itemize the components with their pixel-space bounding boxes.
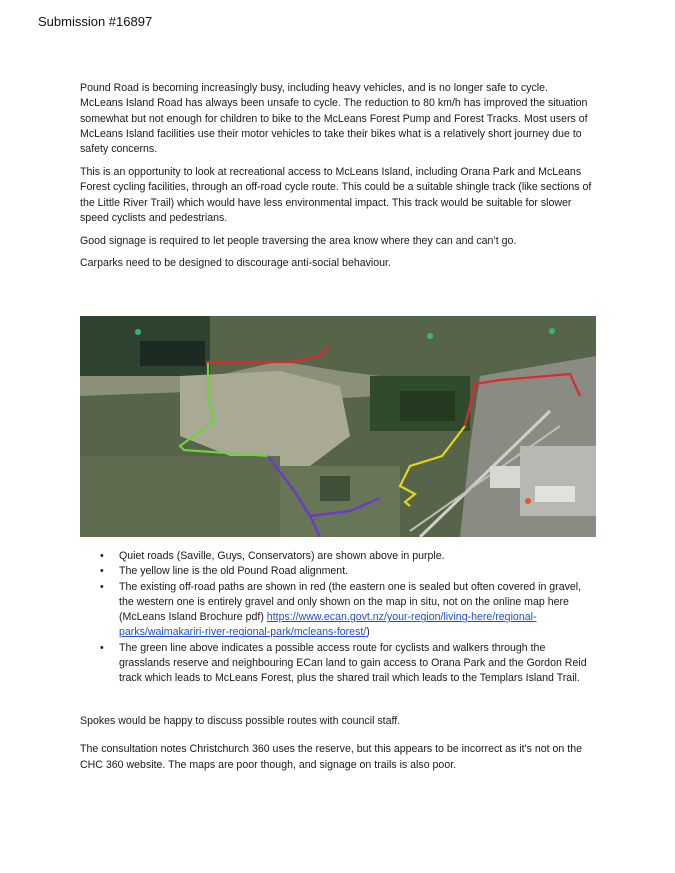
aerial-route-map: [80, 316, 596, 537]
bullet-marker: •: [100, 580, 104, 593]
route-legend-list: [80, 549, 592, 687]
submission-body: [80, 81, 592, 279]
map-graphic: [80, 316, 596, 537]
paragraph-opportunity: This is an opportunity to look at recreational access to McLeans Island, including Orana Park and McLeans Forest cycling facilities, through an off-road cycle route. This could be a suitable shingle track (like sections of the Little River Trail) which would have less environmental impact. This track would be suitable for slower speed cyclists and pedestrians.: [80, 165, 592, 224]
bullet-text: The existing off-road paths are shown in red (the eastern one is sealed but often covered in gravel, the western one is entirely gravel and only shown on the map in situ, not on the online map here (McLeans Island Brochure pdf): [119, 580, 582, 624]
list-item-green: [80, 641, 592, 687]
bullet-text: The green line above indicates a possible access route for cyclists and walkers through the grasslands reserve and neighbouring ECan land to gain access to Orana Park and the Gordon Reid track which leads to McLeans Forest, plus the shared trail which leads to the Templars Island Trail.: [119, 641, 587, 685]
list-item-red: [80, 580, 592, 641]
bullet-marker: •: [100, 565, 104, 578]
paragraph-spokes: Spokes would be happy to discuss possible routes with council staff.: [80, 715, 401, 727]
mcleans-forest-link[interactable]: https://www.ecan.govt.nz/your-region/living-here/regional-parks/waimakariri-river-regional-park/mcleans-forest/: [119, 611, 537, 639]
submission-title: Submission #16897: [38, 14, 153, 29]
bullet-text: Quiet roads (Saville, Guys, Conservators) are shown above in purple.: [119, 550, 445, 562]
paragraph-roads: Pound Road is becoming increasingly busy, including heavy vehicles, and is no longer safe to cycle. McLeans Island Road has always been unsafe to cycle. The reduction to 80 km/h has improved the situation somewhat but not enough for children to bike to the McLeans Forest Pump and Forest Tracks. Most users of McLeans Island facilities use their motor vehicles to take their bikes what is a relatively short journey due to safety concerns.: [80, 82, 588, 156]
paragraph-signage: Good signage is required to let people traversing the area know where they can and can’t go.: [80, 234, 517, 247]
bullet-text-suffix: ): [366, 626, 370, 639]
list-item-purple: [80, 549, 592, 564]
bullet-text: The yellow line is the old Pound Road alignment.: [119, 565, 349, 578]
paragraph-consultation: The consultation notes Christchurch 360 uses the reserve, but this appears to be incorrect as it's not on the CHC 360 website. The maps are poor though, and signage on trails is also poor.: [80, 743, 582, 771]
list-item-yellow: [80, 564, 592, 579]
paragraph-carparks: Carparks need to be designed to discourage anti-social behaviour.: [80, 257, 391, 270]
closing-section: [80, 714, 600, 786]
bullet-marker: •: [100, 550, 104, 562]
bullet-marker: •: [100, 641, 104, 654]
